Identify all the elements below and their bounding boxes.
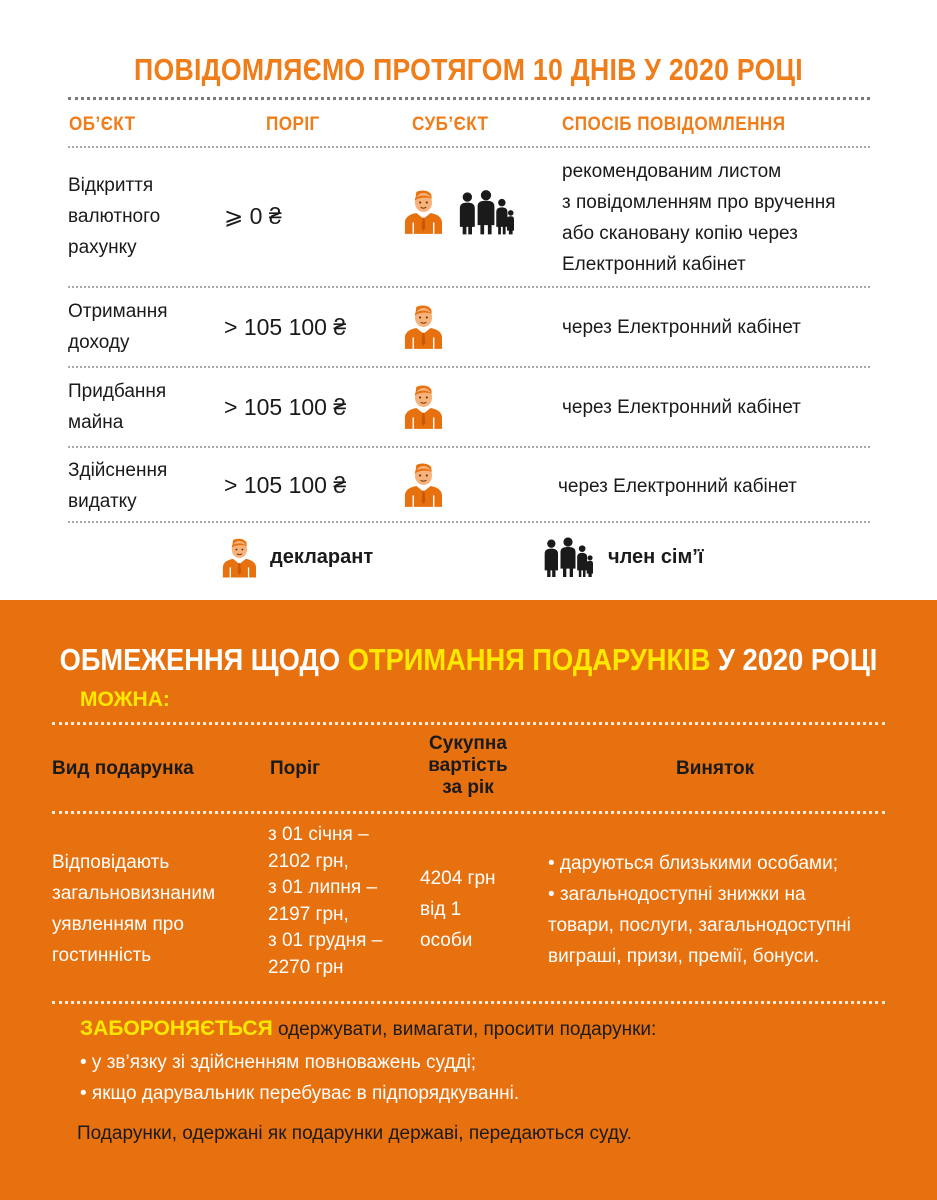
forbidden-item: • якщо дарувальник перебуває в підпорядкуванні.: [80, 1083, 520, 1104]
divider: [68, 286, 870, 288]
row-object: Відкриття валютного рахунку: [68, 175, 161, 258]
divider: [52, 722, 885, 725]
header-gift-type: Вид подарунка: [52, 758, 194, 779]
legend-declarant: декларант: [270, 546, 374, 568]
divider: [68, 366, 870, 368]
row-threshold: ⩾ 0 ₴: [224, 203, 282, 229]
row-object: Отримання доходу: [68, 301, 168, 353]
header-object: ОБ’ЄКТ: [69, 114, 136, 135]
family-icon: [543, 536, 593, 578]
header-threshold: Поріг: [270, 758, 321, 779]
row-threshold: > 105 100 ₴: [224, 472, 347, 498]
divider: [68, 146, 870, 148]
family-icon: [458, 188, 514, 236]
forbidden-item: • у зв’язку зі здійсненням повноважень судді;: [80, 1052, 477, 1073]
divider: [68, 446, 870, 448]
divider: [68, 521, 870, 523]
declarant-icon: [404, 382, 442, 432]
row-threshold: > 105 100 ₴: [224, 394, 347, 420]
row-method: через Електронний кабінет: [562, 317, 801, 338]
gift-total-value: 4204 грн від 1 особи: [420, 868, 496, 951]
row-method: через Електронний кабінет: [558, 476, 797, 497]
header-total-value: Сукупна вартість за рік: [428, 733, 508, 798]
declarant-icon: [222, 536, 256, 580]
divider: [52, 811, 885, 814]
gift-exception: • даруються близькими особами; • загальнодоступні знижки на товари, послуги, загальнодоступні виграші, призи, премії, бонуси.: [548, 853, 851, 967]
section-title: ОБМЕЖЕННЯ ЩОДО ОТРИМАННЯ ПОДАРУНКІВ У 2020 РОЦІ: [59, 642, 878, 677]
allowed-label: МОЖНА:: [80, 688, 170, 711]
divider: [52, 1001, 885, 1004]
declarant-icon: [404, 302, 442, 352]
header-subject: СУБ’ЄКТ: [412, 114, 489, 135]
divider: [68, 97, 870, 100]
gift-type: Відповідають загальновизнаним уявленням про гостинність: [52, 852, 216, 966]
forbidden-statement: ЗАБОРОНЯЄТЬСЯ одержувати, вимагати, просити подарунки:: [80, 1017, 657, 1040]
declarant-icon: [404, 460, 442, 510]
row-method: через Електронний кабінет: [562, 397, 801, 418]
row-threshold: > 105 100 ₴: [224, 314, 347, 340]
row-object: Придбання майна: [68, 381, 167, 433]
gift-threshold: з 01 січня – 2102 грн, з 01 липня – 2197 грн, з 01 грудня – 2270 грн: [268, 824, 383, 978]
legend-family: член сім’ї: [608, 546, 704, 568]
final-note: Подарунки, одержані як подарунки державі, передаються суду.: [77, 1123, 632, 1144]
row-object: Здійснення видатку: [68, 460, 168, 512]
header-threshold: ПОРІГ: [266, 114, 320, 135]
declarant-icon: [404, 187, 442, 237]
section-title: ПОВІДОМЛЯЄМО ПРОТЯГОМ 10 ДНІВ У 2020 РОЦІ: [134, 52, 803, 87]
header-exception: Виняток: [676, 758, 755, 779]
header-method: СПОСІБ ПОВІДОМЛЕННЯ: [562, 114, 786, 135]
row-method: рекомендованим листом з повідомленням про вручення або скановану копію через Електронний кабінет: [562, 161, 836, 275]
